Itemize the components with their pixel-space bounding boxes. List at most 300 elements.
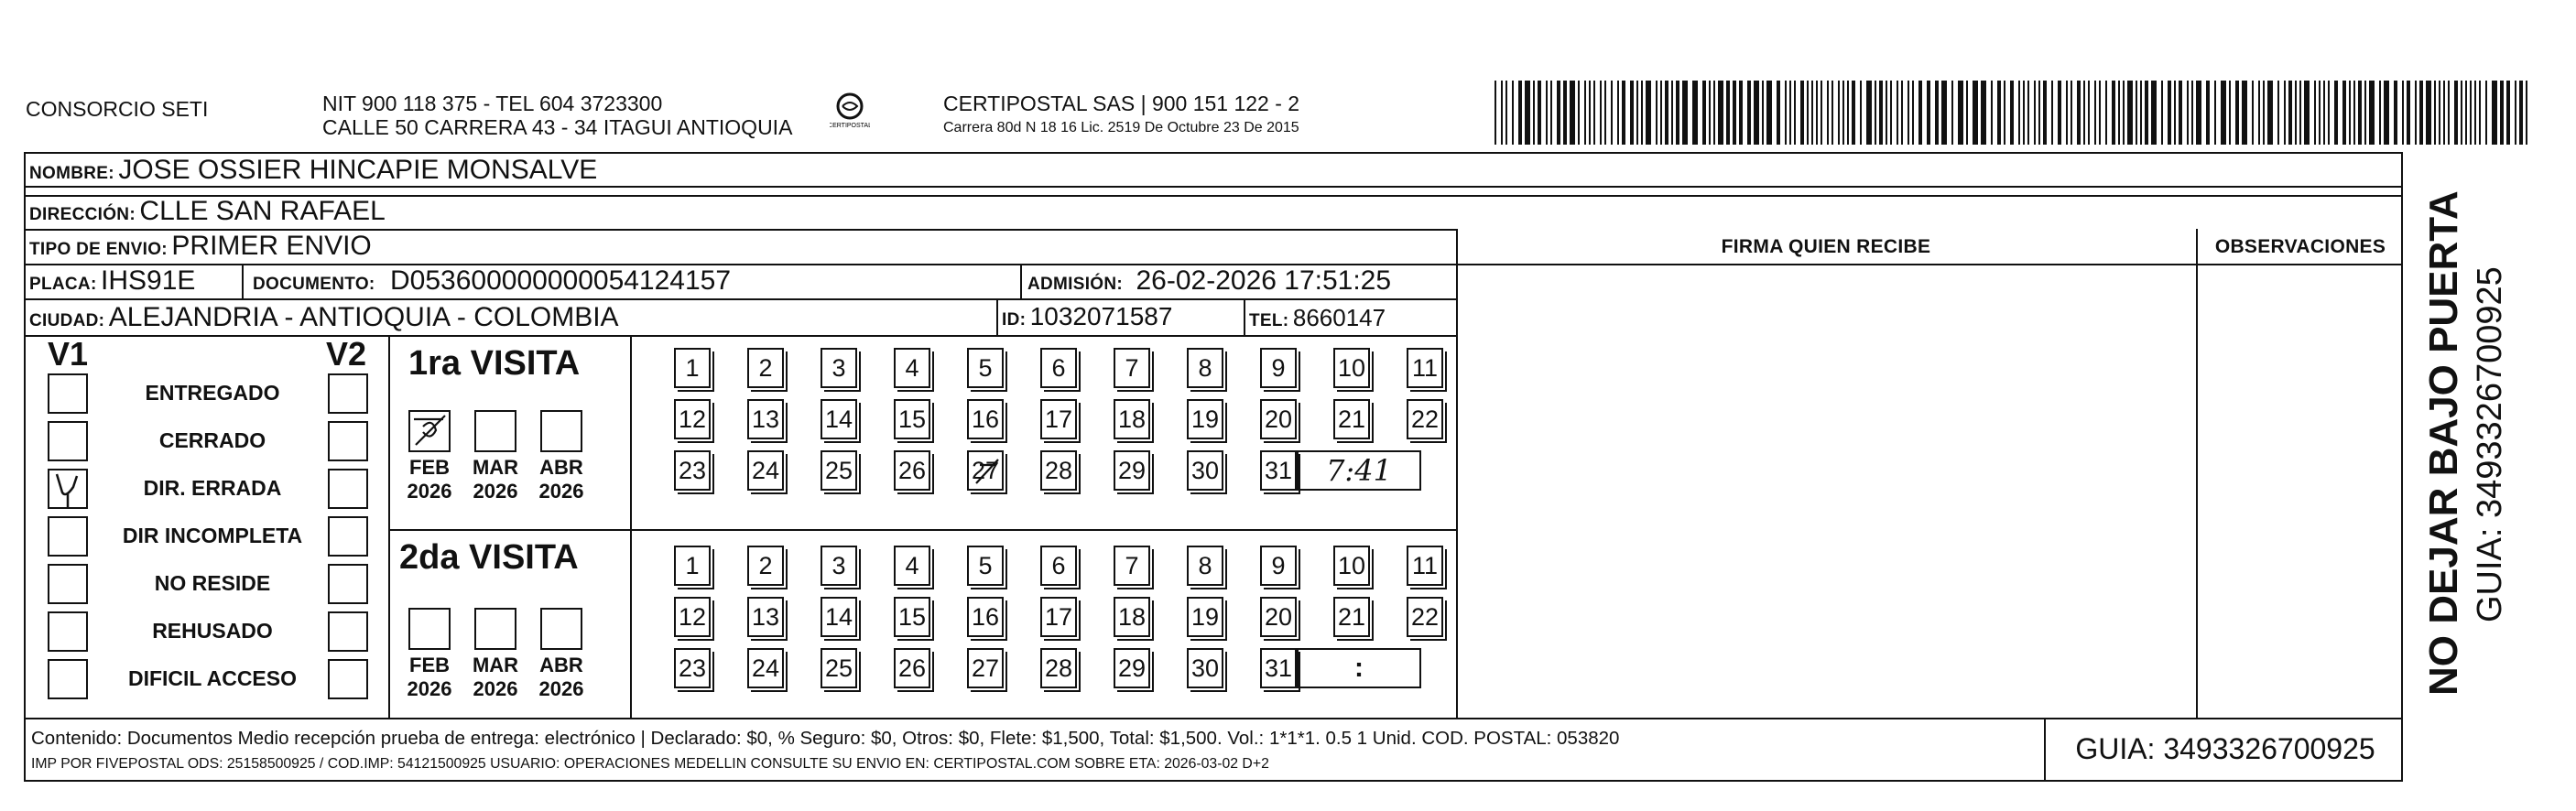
barcode-bar <box>2071 81 2072 145</box>
barcode-bar <box>1816 81 1818 145</box>
first-visit-day[interactable]: 11 <box>1407 348 1443 388</box>
barcode-bar <box>2221 81 2226 145</box>
barcode-bar <box>1671 81 1673 145</box>
first-visit-day[interactable]: 4 <box>894 348 930 388</box>
v1-checkbox[interactable] <box>48 421 88 461</box>
first-visit-day[interactable]: 1 <box>674 348 711 388</box>
barcode-bar <box>2196 81 2201 145</box>
barcode-bar <box>1709 81 1711 145</box>
barcode-bar <box>1501 81 1503 145</box>
barcode-bar <box>2263 81 2265 145</box>
first-visit-day[interactable] <box>967 450 1004 491</box>
barcode-bar <box>1600 81 1602 145</box>
barcode-bar <box>2043 81 2047 145</box>
month-name: ABR <box>539 654 583 676</box>
v2-checkbox[interactable] <box>328 373 368 414</box>
marked-day: 27 <box>971 457 1000 484</box>
barcode-bar <box>2434 81 2436 145</box>
second-visit-day[interactable]: 4 <box>894 546 930 586</box>
barcode-bar <box>2112 81 2115 145</box>
barcode-bar <box>1702 81 1706 145</box>
barcode-bar <box>2242 81 2247 145</box>
v1-checkbox[interactable] <box>48 564 88 604</box>
barcode-bar <box>2439 81 2440 145</box>
v2-checkbox[interactable] <box>328 659 368 699</box>
month-year: 2026 <box>407 677 452 700</box>
second-visit-day[interactable]: 19 <box>1187 597 1223 637</box>
barcode-bar <box>2465 81 2467 145</box>
first-visit-day[interactable]: 26 <box>894 450 930 491</box>
barcode-bar <box>1550 81 1552 145</box>
barcode-bar <box>2349 81 2351 145</box>
direccion-label: DIRECCIÓN: <box>29 205 136 224</box>
logo-caption: CERTIPOSTAL <box>830 123 870 129</box>
documento-value: D053600000000054124157 <box>390 265 732 296</box>
nombre-label: NOMBRE: <box>29 164 114 183</box>
barcode-bar <box>1660 81 1662 145</box>
barcode-bar <box>2077 81 2081 145</box>
second-visit-day[interactable]: 1 <box>674 546 711 586</box>
barcode-bar <box>1842 81 1844 145</box>
v2-checkbox[interactable] <box>328 421 368 461</box>
second-visit-day[interactable]: 21 <box>1333 597 1370 637</box>
barcode-bar <box>1785 81 1787 145</box>
v2-label: V2 <box>326 335 367 373</box>
second-visit-day[interactable]: 24 <box>747 648 784 688</box>
barcode-bar <box>1912 81 1914 145</box>
barcode-bar <box>1546 81 1548 145</box>
nombre-value: JOSE OSSIER HINCAPIE MONSALVE <box>118 155 598 185</box>
barcode-bar <box>1611 81 1613 145</box>
barcode-bar <box>1997 81 2001 145</box>
first-visit-day[interactable]: 31 <box>1260 450 1297 491</box>
v1-checkbox[interactable] <box>48 469 88 509</box>
first-visit-day[interactable]: 8 <box>1187 348 1223 388</box>
barcode-bar <box>1766 81 1772 145</box>
certipostal-line: CERTIPOSTAL SAS | 900 151 122 - 2 <box>943 92 1300 115</box>
barcode-bar <box>2448 81 2450 145</box>
barcode-bar <box>1525 81 1530 145</box>
v2-checkbox[interactable] <box>328 516 368 557</box>
barcode-bar <box>1617 81 1619 145</box>
status-label: DIR. ERRADA <box>143 476 282 500</box>
barcode-bar <box>1831 81 1833 145</box>
barcode-bar <box>1807 81 1809 145</box>
barcode-bar <box>2295 81 2297 145</box>
barcode-bar <box>1847 81 1849 145</box>
barcode-bar <box>1622 81 1625 145</box>
first-visit-day[interactable]: 7 <box>1114 348 1150 388</box>
barcode-bar <box>2140 81 2142 145</box>
barcode-bar <box>2168 81 2171 145</box>
nit-line: NIT 900 118 375 - TEL 604 3723300 <box>322 92 663 115</box>
ciudad-label: CIUDAD: <box>29 311 105 330</box>
barcode-bar <box>2353 81 2355 145</box>
second-visit-time[interactable]: : <box>1297 648 1421 688</box>
second-visit-day[interactable]: 17 <box>1040 597 1077 637</box>
barcode-bar <box>2088 81 2090 145</box>
barcode-bar <box>1860 81 1862 145</box>
second-visit-day[interactable]: 8 <box>1187 546 1223 586</box>
barcode-bar <box>2105 81 2107 145</box>
barcode-bar <box>2299 81 2301 145</box>
v1-checkbox[interactable] <box>48 373 88 414</box>
barcode-bar <box>2118 81 2120 145</box>
barcode-bar <box>1762 81 1764 145</box>
status-label: ENTREGADO <box>145 381 280 405</box>
barcode-bar <box>2058 81 2061 145</box>
barcode-bar <box>2010 81 2014 145</box>
second-visit-day[interactable]: 29 <box>1114 648 1150 688</box>
barcode-bar <box>1570 81 1575 145</box>
barcode-bar <box>1927 81 1930 145</box>
barcode-bar <box>1636 81 1638 145</box>
first-visit-day[interactable]: 25 <box>821 450 857 491</box>
barcode-bar <box>2179 81 2182 145</box>
barcode-bar <box>1811 81 1813 145</box>
barcode-bar <box>2252 81 2254 145</box>
month-name: ABR <box>539 456 583 479</box>
barcode-bar <box>2083 81 2085 145</box>
barcode-bar <box>2474 81 2476 145</box>
barcode-bar <box>2426 81 2431 145</box>
imp-line: IMP POR FIVEPOSTAL ODS: 25158500925 / COD.IMP: 54121500925 USUARIO: OPERACIONES MEDELLIN CONSULTE SU ENVIO EN: CERTIPOSTAL.COM SOBRE ETA: 2026-03-02 D+2 <box>31 756 1269 772</box>
id-value: 1032071587 <box>1029 302 1173 330</box>
barcode-bar <box>1692 81 1698 145</box>
barcode-bar <box>2384 81 2389 145</box>
footer-guia: GUIA: 3493326700925 <box>2075 732 2375 765</box>
barcode-bar <box>1733 81 1736 145</box>
barcode-bar <box>1656 81 1658 145</box>
first-visit-day[interactable]: 2 <box>747 348 784 388</box>
barcode-bar <box>1495 81 1496 145</box>
first-visit-month-box[interactable] <box>408 410 451 452</box>
barcode-bar <box>1951 81 1953 145</box>
barcode-bar <box>2066 81 2068 145</box>
barcode <box>1495 81 2531 145</box>
placa-value: IHS91E <box>101 265 196 296</box>
no-dejar-text: NO DEJAR BAJO PUERTA <box>2421 190 2466 696</box>
barcode-bar <box>2334 81 2338 145</box>
first-visit-day[interactable]: 17 <box>1040 399 1077 439</box>
second-visit-day[interactable]: 6 <box>1040 546 1077 586</box>
barcode-bar <box>2191 81 2193 145</box>
barcode-bar <box>1630 81 1634 145</box>
barcode-bar <box>1518 81 1522 145</box>
barcode-bar <box>1897 81 1898 145</box>
barcode-bar <box>2364 81 2366 145</box>
id-label: ID: <box>1002 310 1027 330</box>
barcode-bar <box>2402 81 2404 145</box>
v1-label: V1 <box>48 335 89 373</box>
barcode-bar <box>1794 81 1796 145</box>
v1-checkbox[interactable] <box>48 659 88 699</box>
second-visit-day[interactable]: 25 <box>821 648 857 688</box>
barcode-bar <box>1604 81 1606 145</box>
barcode-bar <box>1739 81 1743 145</box>
address-line: CALLE 50 CARRERA 43 - 34 ITAGUI ANTIOQUIA <box>322 115 793 139</box>
barcode-bar <box>2314 81 2316 145</box>
status-label: DIFICIL ACCESO <box>127 666 297 690</box>
barcode-bar <box>2379 81 2381 145</box>
second-visit-day[interactable]: 20 <box>1260 597 1297 637</box>
first-visit-day[interactable]: 16 <box>967 399 1004 439</box>
barcode-bar <box>2515 81 2516 145</box>
second-visit-day[interactable]: 2 <box>747 546 784 586</box>
barcode-bar <box>2461 81 2462 145</box>
barcode-bar <box>1726 81 1730 145</box>
first-visit-day[interactable]: 20 <box>1260 399 1297 439</box>
second-visit-day[interactable]: 10 <box>1333 546 1370 586</box>
barcode-bar <box>2187 81 2189 145</box>
tipo-value: PRIMER ENVIO <box>171 231 372 261</box>
barcode-bar <box>2161 81 2163 145</box>
month-name: MAR <box>472 654 519 676</box>
barcode-bar <box>2328 81 2330 145</box>
second-visit-day[interactable]: 23 <box>674 648 711 688</box>
barcode-bar <box>2145 81 2148 145</box>
barcode-bar <box>1533 81 1535 145</box>
month-year: 2026 <box>473 677 518 700</box>
barcode-bar <box>1676 81 1679 145</box>
second-visit-day[interactable]: 28 <box>1040 648 1077 688</box>
v1-checkbox[interactable] <box>48 516 88 557</box>
barcode-bar <box>1800 81 1804 145</box>
barcode-bar <box>2485 81 2487 145</box>
second-visit-day[interactable]: 26 <box>894 648 930 688</box>
second-visit-day[interactable]: 3 <box>821 546 857 586</box>
second-visit-month-box[interactable] <box>408 608 451 650</box>
barcode-bar <box>2407 81 2410 145</box>
barcode-bar <box>1886 81 1887 145</box>
barcode-bar <box>1646 81 1651 145</box>
month-year: 2026 <box>538 480 584 503</box>
second-visit-day[interactable]: 31 <box>1260 648 1297 688</box>
barcode-bar <box>2304 81 2310 145</box>
barcode-bar <box>2123 81 2125 145</box>
license-line: Carrera 80d N 18 16 Lic. 2519 De Octubre 23 De 2015 <box>943 120 1299 135</box>
month-name: FEB <box>409 456 450 479</box>
barcode-bar <box>2443 81 2445 145</box>
second-visit-title: 2da VISITA <box>399 538 579 577</box>
barcode-bar <box>2288 81 2292 145</box>
second-visit-day[interactable]: 14 <box>821 597 857 637</box>
first-visit-day[interactable]: 10 <box>1333 348 1370 388</box>
first-visit-day[interactable]: 3 <box>821 348 857 388</box>
barcode-bar <box>2358 81 2362 145</box>
barcode-bar <box>2214 81 2216 145</box>
barcode-bar <box>1935 81 1939 145</box>
first-visit-day[interactable]: 6 <box>1040 348 1077 388</box>
first-visit-day[interactable]: 15 <box>894 399 930 439</box>
barcode-bar <box>1890 81 1892 145</box>
barcode-bar <box>1821 81 1822 145</box>
barcode-bar <box>2323 81 2325 145</box>
barcode-bar <box>1718 81 1723 145</box>
barcode-bar <box>2038 81 2040 145</box>
barcode-bar <box>2099 81 2101 145</box>
ciudad-value: ALEJANDRIA - ANTIOQUIA - COLOMBIA <box>108 302 619 332</box>
first-visit-day[interactable]: 22 <box>1407 399 1443 439</box>
barcode-bar <box>2136 81 2137 145</box>
month-year: 2026 <box>407 480 452 503</box>
barcode-bar <box>1713 81 1715 145</box>
barcode-bar <box>1789 81 1791 145</box>
second-visit-day[interactable]: 27 <box>967 648 1004 688</box>
barcode-bar <box>2027 81 2029 145</box>
month-year: 2026 <box>538 677 584 700</box>
first-visit-day[interactable]: 29 <box>1114 450 1150 491</box>
barcode-bar <box>1665 81 1668 145</box>
second-visit-month-box[interactable] <box>540 608 582 650</box>
first-visit-title: 1ra VISITA <box>408 344 581 383</box>
barcode-bar <box>1966 81 1968 145</box>
first-visit-day[interactable]: 24 <box>747 450 784 491</box>
barcode-bar <box>2258 81 2260 145</box>
barcode-bar <box>1682 81 1688 145</box>
barcode-bar <box>2492 81 2497 145</box>
first-visit-day[interactable]: 5 <box>967 348 1004 388</box>
barcode-bar <box>2051 81 2053 145</box>
month-name: MAR <box>472 456 519 479</box>
second-visit-day[interactable]: 9 <box>1260 546 1297 586</box>
barcode-bar <box>1901 81 1903 145</box>
barcode-bar <box>1505 81 1507 145</box>
first-visit-day[interactable]: 18 <box>1114 399 1150 439</box>
second-visit-day[interactable]: 12 <box>674 597 711 637</box>
barcode-bar <box>1981 81 1986 145</box>
barcode-bar <box>1908 81 1909 145</box>
barcode-bar <box>2277 81 2279 145</box>
barcode-bar <box>2004 81 2005 145</box>
second-visit-day[interactable]: 7 <box>1114 546 1150 586</box>
barcode-bar <box>2369 81 2375 145</box>
barcode-bar <box>1827 81 1829 145</box>
second-visit-day[interactable]: 16 <box>967 597 1004 637</box>
first-visit-month-box[interactable] <box>474 410 516 452</box>
barcode-bar <box>1879 81 1883 145</box>
barcode-bar <box>2419 81 2423 145</box>
second-visit-day[interactable]: 11 <box>1407 546 1443 586</box>
barcode-bar <box>2519 81 2523 145</box>
barcode-bar <box>2235 81 2239 145</box>
first-visit-day[interactable]: 30 <box>1187 450 1223 491</box>
barcode-bar <box>1589 81 1591 145</box>
status-label: NO RESIDE <box>154 571 271 595</box>
barcode-bar <box>2127 81 2133 145</box>
first-visit-day[interactable]: 19 <box>1187 399 1223 439</box>
barcode-bar <box>1578 81 1580 145</box>
second-visit-month-box[interactable] <box>474 608 516 650</box>
company-name: CONSORCIO SETI <box>26 97 209 121</box>
barcode-bar <box>1875 81 1876 145</box>
documento-label: DOCUMENTO: <box>253 275 375 294</box>
barcode-bar <box>2206 81 2210 145</box>
admision-value: 26-02-2026 17:51:25 <box>1136 265 1392 296</box>
second-visit-day[interactable]: 18 <box>1114 597 1150 637</box>
admision-label: ADMISIÓN: <box>1027 275 1124 294</box>
v1-checkbox[interactable] <box>48 611 88 652</box>
barcode-bar <box>1973 81 1978 145</box>
certipostal-logo <box>830 90 870 130</box>
first-visit-time[interactable]: 7:41 <box>1297 450 1421 491</box>
v2-checkbox[interactable] <box>328 564 368 604</box>
month-year: 2026 <box>473 480 518 503</box>
first-visit-month-box[interactable] <box>540 410 582 452</box>
observaciones-header: OBSERVACIONES <box>2214 236 2386 257</box>
barcode-bar <box>1747 81 1751 145</box>
barcode-bar <box>2454 81 2458 145</box>
status-label: DIR INCOMPLETA <box>122 524 303 547</box>
status-label: CERRADO <box>158 428 266 452</box>
barcode-bar <box>2470 81 2472 145</box>
placa-label: PLACA: <box>29 275 97 294</box>
tipo-label: TIPO DE ENVIO: <box>29 240 168 259</box>
second-visit-day[interactable]: 22 <box>1407 597 1443 637</box>
second-visit-day[interactable]: 5 <box>967 546 1004 586</box>
side-guia: GUIA: 3493326700925 <box>2471 266 2509 622</box>
direccion-value: CLLE SAN RAFAEL <box>139 196 386 226</box>
barcode-bar <box>2151 81 2157 145</box>
tel-value: 8660147 <box>1292 304 1386 331</box>
barcode-bar <box>1918 81 1922 145</box>
barcode-bar <box>1538 81 1541 145</box>
barcode-bar <box>2506 81 2510 145</box>
barcode-bar <box>1512 81 1514 145</box>
barcode-bar <box>2526 81 2527 145</box>
status-label: REHUSADO <box>152 619 273 643</box>
first-visit-day[interactable]: 28 <box>1040 450 1077 491</box>
v2-checkbox[interactable] <box>328 611 368 652</box>
barcode-bar <box>2018 81 2020 145</box>
first-visit-day[interactable]: 21 <box>1333 399 1370 439</box>
barcode-bar <box>1563 81 1567 145</box>
firma-header: FIRMA QUIEN RECIBE <box>1721 236 1931 257</box>
barcode-bar <box>1838 81 1840 145</box>
first-visit-day[interactable]: 14 <box>821 399 857 439</box>
barcode-bar <box>1941 81 1947 145</box>
barcode-bar <box>2479 81 2481 145</box>
second-visit-day[interactable]: 13 <box>747 597 784 637</box>
barcode-bar <box>2094 81 2096 145</box>
second-visit-day[interactable]: 15 <box>894 597 930 637</box>
barcode-bar <box>1777 81 1780 145</box>
barcode-bar <box>2500 81 2504 145</box>
barcode-bar <box>2284 81 2286 145</box>
barcode-bar <box>2023 81 2025 145</box>
first-visit-day[interactable]: 9 <box>1260 348 1297 388</box>
barcode-bar <box>2174 81 2176 145</box>
barcode-bar <box>2319 81 2321 145</box>
barcode-bar <box>1866 81 1872 145</box>
barcode-bar <box>2229 81 2231 145</box>
barcode-bar <box>2342 81 2346 145</box>
barcode-bar <box>1852 81 1855 145</box>
first-visit-day[interactable]: 13 <box>747 399 784 439</box>
contenido-line: Contenido: Documentos Medio recepción prueba de entrega: electrónico | Declarado: $0, % Seguro: $0, Otros: $0, Flete: $1,500, Total: $1,500. Vol.: 1*1*1. 0.5 1 Unid. COD. POSTAL: 053820 <box>31 728 1620 749</box>
barcode-bar <box>1641 81 1643 145</box>
v2-checkbox[interactable] <box>328 469 368 509</box>
first-visit-day[interactable]: 12 <box>674 399 711 439</box>
barcode-bar <box>1593 81 1595 145</box>
barcode-bar <box>1991 81 1993 145</box>
first-visit-day[interactable]: 23 <box>674 450 711 491</box>
barcode-bar <box>1557 81 1560 145</box>
second-visit-day[interactable]: 30 <box>1187 648 1223 688</box>
tel-label: TEL: <box>1249 311 1289 330</box>
barcode-bar <box>1958 81 1963 145</box>
barcode-bar <box>2267 81 2273 145</box>
